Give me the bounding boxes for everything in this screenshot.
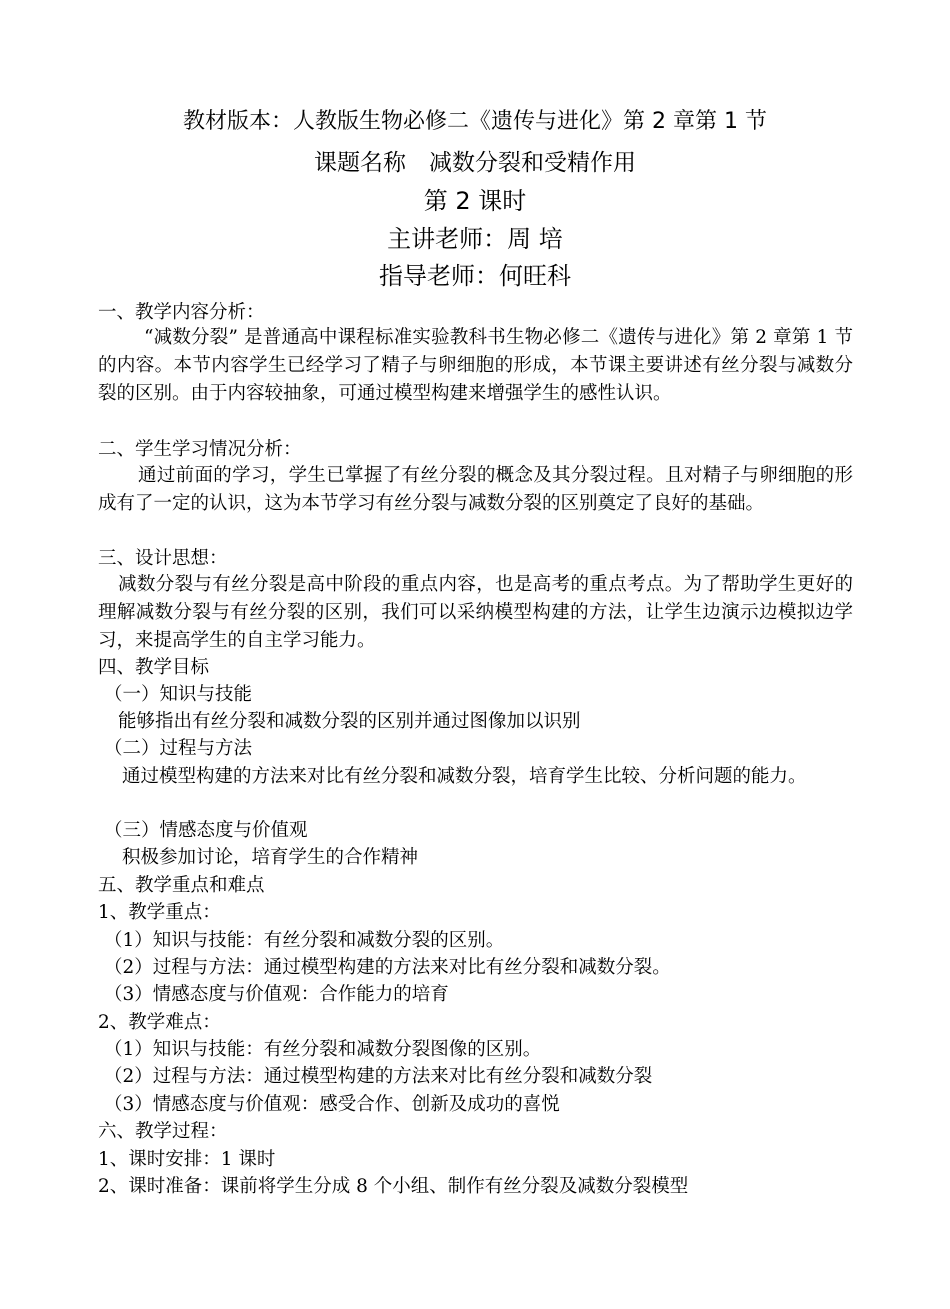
section4-sub1: （一）知识与技能: [104, 684, 253, 705]
process-item: 2、课时准备：课前将学生分成 8 个小组、制作有丝分裂及减数分裂模型: [98, 1176, 689, 1197]
section2-heading: 二、学生学习情况分析：: [98, 439, 302, 460]
section6-heading: 六、教学过程：: [98, 1121, 228, 1142]
section4-heading: 四、教学目标: [98, 657, 210, 678]
section4-sub1-body: 能够指出有丝分裂和减数分裂的区别并通过图像加以识别: [118, 711, 581, 732]
section1-body: “减数分裂” 是普通高中课程标准实验教科书生物必修二《遗传与进化》第 2 章第 1 节的内容。本节内容学生已经学习了精子与卵细胞的形成，本节课主要讲述有丝分裂与减数分裂的区别。由于内容较抽象，可通过模型构建来增强学生的感性认识。: [98, 327, 853, 404]
topic-title: 课题名称 减数分裂和受精作用: [314, 150, 636, 176]
section4-sub3: （三）情感态度与价值观: [104, 820, 308, 841]
difficulties-heading: 2、教学难点：: [98, 1012, 221, 1033]
section2-body: 通过前面的学习，学生已掌握了有丝分裂的概念及其分裂过程。且对精子与卵细胞的形成有了一定的认识，这为本节学习有丝分裂与减数分裂的区别奠定了良好的基础。: [98, 465, 853, 514]
section4-sub2: （二）过程与方法: [104, 738, 253, 759]
key-point-item: （2）过程与方法：通过模型构建的方法来对比有丝分裂和减数分裂。: [104, 957, 671, 978]
lecturer: 主讲老师：周 培: [387, 225, 563, 253]
difficulty-item: （1）知识与技能：有丝分裂和减数分裂图像的区别。: [104, 1039, 542, 1060]
difficulty-item: （3）情感态度与价值观：感受合作、创新及成功的喜悦: [104, 1094, 560, 1115]
section4-sub3-body: 积极参加讨论，培育学生的合作精神: [122, 847, 419, 868]
process-item: 1、课时安排：1 课时: [98, 1149, 276, 1170]
section3-heading: 三、设计思想：: [98, 548, 228, 569]
key-points-heading: 1、教学重点：: [98, 902, 221, 923]
textbook-version: 教材版本：人教版生物必修二《遗传与进化》第 2 章第 1 节: [183, 109, 767, 134]
advisor: 指导老师：何旺科: [379, 262, 571, 290]
section1-heading: 一、教学内容分析：: [98, 302, 265, 323]
key-point-item: （3）情感态度与价值观：合作能力的培育: [104, 984, 449, 1005]
lesson-period: 第 2 课时: [423, 187, 527, 215]
section3-body: 减数分裂与有丝分裂是高中阶段的重点内容，也是高考的重点考点。为了帮助学生更好的理解减数分裂与有丝分裂的区别，我们可以采纳模型构建的方法，让学生边演示边模拟边学习，来提高学生的自主学习能力。: [98, 574, 853, 651]
section5-heading: 五、教学重点和难点: [98, 875, 265, 896]
section4-sub2-body: 通过模型构建的方法来对比有丝分裂和减数分裂，培育学生比较、分析问题的能力。: [122, 766, 807, 787]
key-point-item: （1）知识与技能：有丝分裂和减数分裂的区别。: [104, 930, 505, 951]
difficulty-item: （2）过程与方法：通过模型构建的方法来对比有丝分裂和减数分裂: [104, 1066, 653, 1087]
